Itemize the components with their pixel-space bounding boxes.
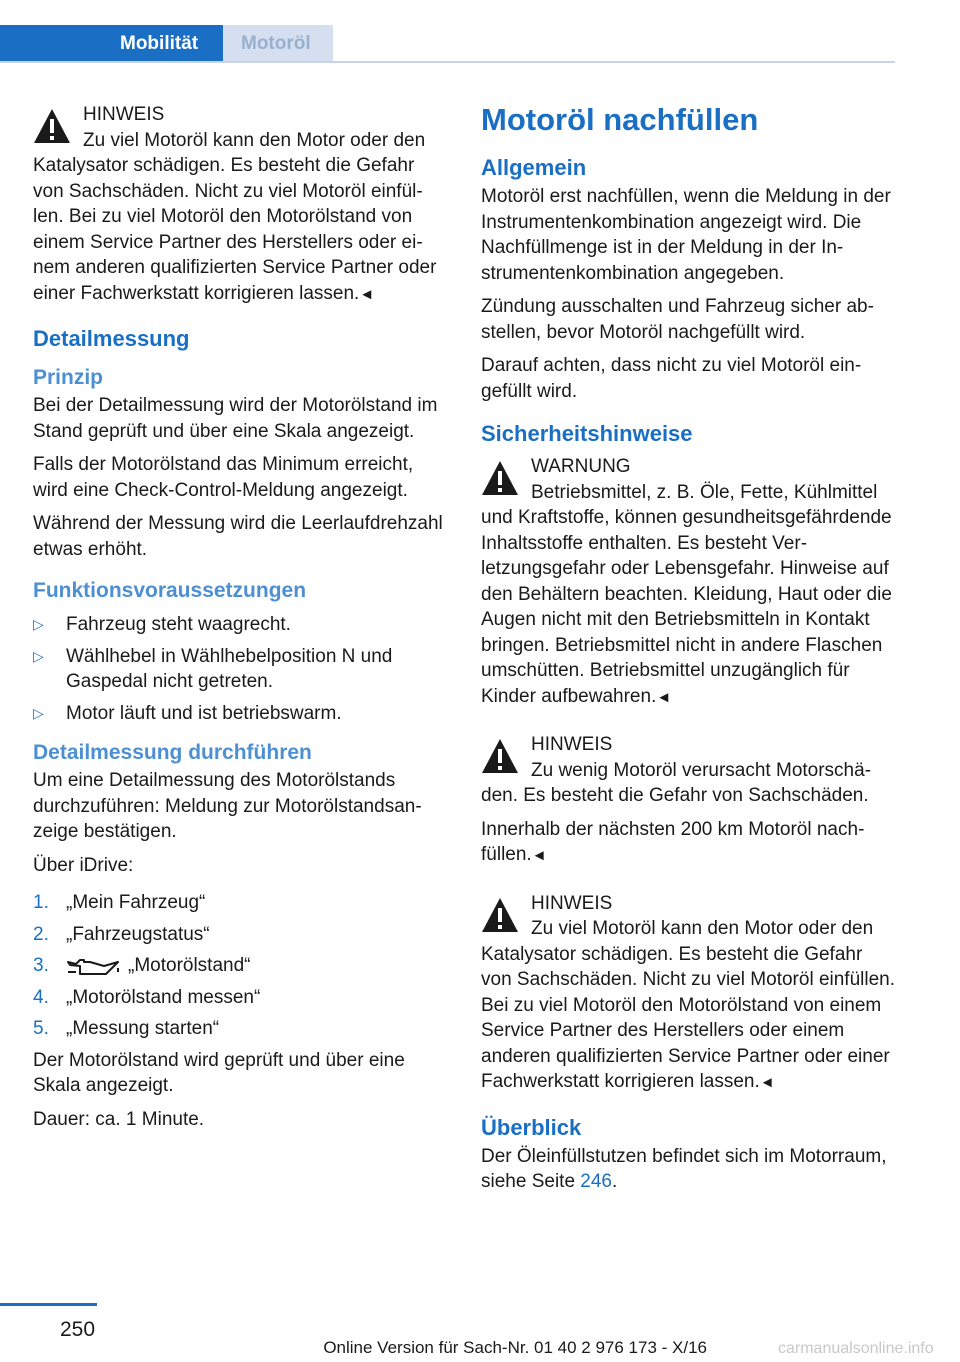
- header-tabbar: [0, 25, 895, 63]
- list-item: ▷ Wählhebel in Wählhebelposition N und Gaspedal nicht getreten.: [33, 645, 393, 692]
- list-item: ▷ Fahrzeug steht waagrecht.: [33, 612, 446, 638]
- paragraph: Motoröl erst nachfüllen, wenn die Meldung in der Instrumentenkombination angezeigt wird. Die Nachfüllmenge ist in der Meldung in der Instrumentenkombination angegeben.: [481, 186, 891, 284]
- notice-text: Zu viel Motoröl kann den Motor oder den Katalysator schädigen. Es besteht die Gefahr von Sachschäden. Nicht zu viel Motoröl einfüllen. Bei zu viel Motoröl den Motorölstand von einem Service Partner des Herstellers oder einem anderen qualifizierten Service Partner oder einer Fachwerkstatt korrigieren lassen.: [481, 918, 896, 1092]
- warning-triangle-icon: [33, 108, 71, 144]
- notice-heading: HINWEIS: [531, 892, 613, 914]
- paragraph: Falls der Motorölstand das Minimum erreicht, wird eine Check-Control-Meldung angezeigt.: [33, 454, 414, 501]
- triangle-bullet-icon: ▷: [33, 616, 44, 632]
- notice-heading: HINWEIS: [83, 104, 165, 125]
- tab-motoroel[interactable]: Motoröl: [223, 25, 333, 61]
- heading-funktionsvoraussetzungen: Funktionsvoraussetzungen: [33, 579, 307, 602]
- notice-box: [481, 891, 895, 1096]
- list-item: 4. „Motorölstand messen“: [33, 986, 261, 1008]
- end-mark: ◄: [759, 1074, 775, 1091]
- conditions-list: [33, 612, 446, 726]
- paragraph: Um eine Detailmessung des Motorölstands durchzuführen: Meldung zur Motorölstandsanzeige bestätigen.: [33, 770, 422, 842]
- heading-motoroel-nachfuellen: Motoröl nachfüllen: [481, 102, 759, 137]
- paragraph: Der Öleinfüllstutzen befindet sich im Motorraum, siehe Seite: [481, 1145, 887, 1192]
- warning-heading: WARNUNG: [531, 456, 631, 477]
- end-mark: ◄: [359, 285, 375, 303]
- warning-triangle-icon: [481, 738, 519, 774]
- triangle-bullet-icon: ▷: [33, 704, 44, 721]
- online-version-note: Online Version für Sach-Nr. 01 40 2 976 173 - X/16: [323, 1338, 707, 1357]
- notice-text: Zu wenig Motoröl verursacht Motorschäden. Es besteht die Gefahr von Sachschäden.: [481, 759, 872, 806]
- warning-text: Betriebsmittel, z. B. Öle, Fette, Kühlmittel und Kraftstoffe, können gesundheitsgefährdende Inhaltsstoffe enthalten. Es besteht Verletzungsgefahr oder Lebensgefahr. Hinweise auf den Behältern beachten. Kleidung, Haut oder die Augen nicht mit den Betriebsmitteln in Kontakt bringen. Betriebsmittel nicht in andere Flaschen umschütten. Betriebsmittel unzugänglich für Kinder aufbewahren.: [481, 481, 892, 707]
- heading-allgemein: Allgemein: [481, 155, 587, 180]
- list-item: 2. „Fahrzeugstatus“: [33, 923, 210, 945]
- triangle-bullet-icon: ▷: [33, 647, 44, 664]
- end-mark: ◄: [531, 847, 547, 864]
- list-item: 3. „Motorölstand“: [33, 955, 251, 976]
- oil-can-icon: [66, 956, 120, 976]
- notice-text: Innerhalb der nächsten 200 km Motoröl nachfüllen.: [481, 818, 865, 865]
- footer-accent-bar: [0, 1303, 97, 1306]
- heading-detailmessung: Detailmessung: [33, 326, 190, 351]
- tab-mobilitaet[interactable]: Mobilität: [0, 25, 223, 61]
- paragraph: Dauer: ca. 1 Minute.: [33, 1108, 205, 1130]
- paragraph: Über iDrive:: [33, 854, 134, 876]
- heading-detailmessung-durchfuehren: Detailmessung durchführen: [33, 741, 312, 764]
- page-reference-link[interactable]: 246: [580, 1171, 612, 1192]
- warning-triangle-icon: [481, 460, 519, 496]
- list-item: ▷ Motor läuft und ist betriebswarm.: [33, 701, 446, 727]
- end-mark: ◄: [656, 688, 672, 706]
- paragraph: Bei der Detailmessung wird der Motorölstand im Stand geprüft und über eine Skala angezeigt.: [33, 395, 438, 442]
- left-column: [33, 102, 446, 1140]
- notice-heading: HINWEIS: [531, 734, 613, 755]
- heading-sicherheitshinweise: Sicherheitshinweise: [481, 421, 693, 446]
- heading-ueberblick: Überblick: [481, 1114, 582, 1140]
- list-item: 1. „Mein Fahrzeug“: [33, 892, 206, 913]
- paragraph: Während der Messung wird die Leerlaufdrehzahl etwas erhöht.: [33, 513, 443, 560]
- list-item: 5. „Messung starten“: [33, 1018, 220, 1039]
- right-column: Motoröl nachfüllen Allgemein Motoröl erst nachfüllen, wenn die Meldung in der Instrumentenkombination angezeigt wird. Die Nachfüllmenge ist in der Meldung in der Instrumentenkombination angegeben. Zündung ausschalten und Fahrzeug sicher abstellen, bevor Motoröl nachgefüllt wird. Darauf achten, dass nicht zu viel Motoröl eingefüllt wird. Sicherheitshinweise WARNUNG Betriebsmittel, z. B. Öle, Fette, Kühlmittel und Kraftstoffe, können gesundheitsgefährdende Inhaltsstoffe enthalten. Es besteht Verletzungsgefahr oder Lebensgefahr. Hinweise auf den Behältern beachten. Kleidung, Haut oder die Augen nicht mit den Betriebsmitteln in Kontakt bringen. Betriebsmittel nicht in andere Flaschen umschütten. Betriebsmittel unzugänglich für Kinder aufbewahren.◄ HINWEIS Zu wenig Motoröl verursacht Motorschäden. Es besteht die Gefahr von Sachschäden. Innerhalb der nächsten 200 km Motoröl nachfüllen.◄ HINWEIS Zu viel Motoröl kann den Motor oder den Katalysator schädigen. Es besteht die Gefahr von Sachschäden. Nicht zu viel Motoröl einfüllen. Bei zu viel Motoröl den Motorölstand von einem Service Partner des Herstellers oder einem anderen qualifizierten Service Partner oder einer Fachwerkstatt korrigieren lassen.◄ Überblick Der Öleinfüllstutzen befindet sich im Motorraum, siehe Seite 246.: [481, 102, 896, 1192]
- page-number: 250: [60, 1318, 96, 1341]
- paragraph: Der Motorölstand wird geprüft und über eine Skala angezeigt.: [33, 1049, 405, 1096]
- warning-box: [481, 454, 895, 710]
- notice-box: [481, 732, 895, 869]
- heading-prinzip: Prinzip: [33, 366, 104, 389]
- watermark: carmanualsonline.info: [778, 1340, 934, 1357]
- warning-triangle-icon: [481, 897, 519, 933]
- steps-list: [33, 890, 446, 1042]
- paragraph: Zündung ausschalten und Fahrzeug sicher abstellen, bevor Motoröl nachgefüllt wird.: [481, 296, 874, 343]
- notice-text: Zu viel Motoröl kann den Motor oder den Katalysator schädigen. Es besteht die Gefahr von Sachschäden. Nicht zu viel Motoröl einfüllen. Bei zu viel Motoröl den Motorölstand von einem Service Partner des Herstellers oder einem anderen qualifizierten Service Partner oder einer Fachwerkstatt korrigieren lassen.: [33, 129, 437, 304]
- paragraph: Darauf achten, dass nicht zu viel Motoröl eingefüllt wird.: [481, 355, 862, 402]
- notice-box: [33, 102, 446, 307]
